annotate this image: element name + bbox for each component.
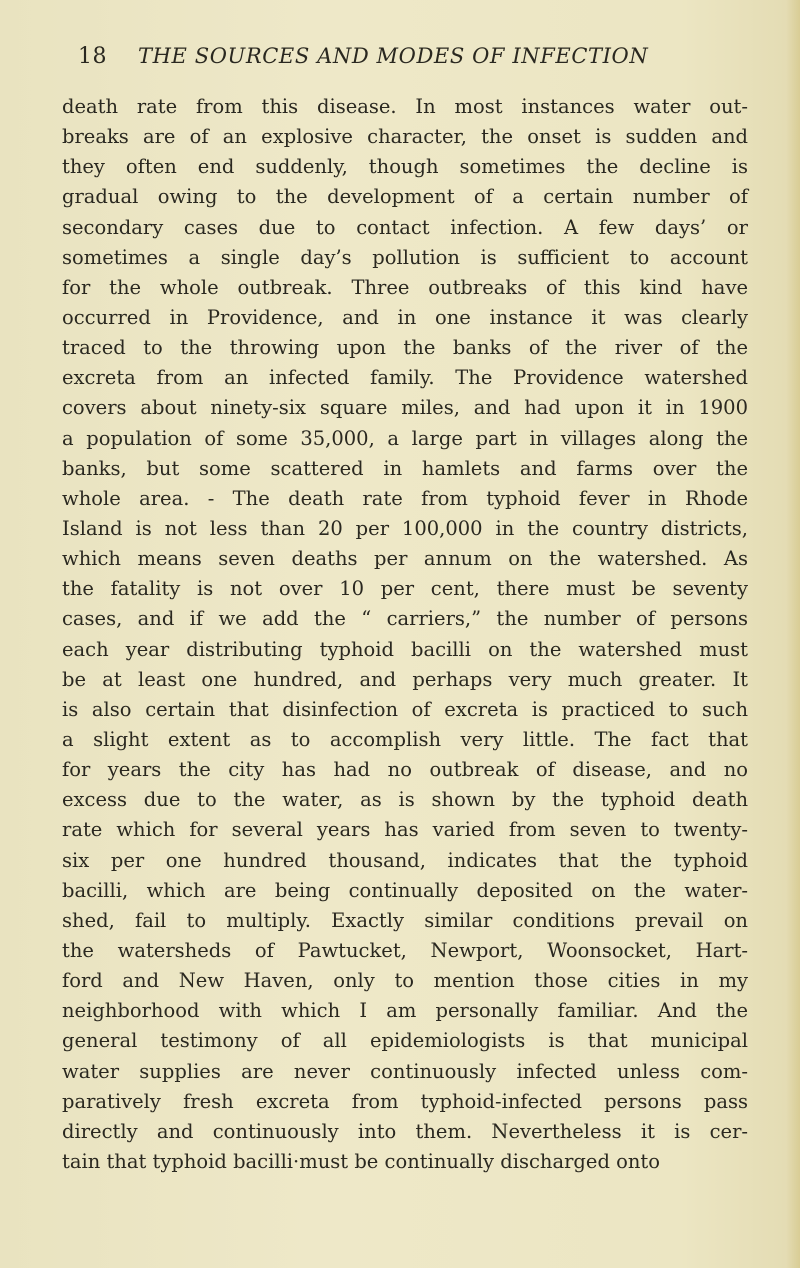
text-line: death rate from this disease. In most instances water out- — [62, 95, 748, 118]
text-line: neighborhood with which I am personally familiar. And the — [62, 999, 748, 1023]
text-line: Island is not less than 20 per 100,000 in the country districts, — [62, 516, 748, 540]
text-line: excreta from an infected family. The Providence watershed — [62, 366, 748, 390]
text-line: the watersheds of Pawtucket, Newport, Woonsocket, Hart- — [62, 938, 748, 962]
text-line: they often end suddenly, though sometimes the decline is — [62, 155, 748, 179]
text-line: ford and New Haven, only to mention those cities in my — [62, 969, 748, 993]
text-line: for years the city has had no outbreak of disease, and no — [62, 758, 748, 782]
text-line: paratively fresh excreta from typhoid-infected persons pass — [62, 1089, 748, 1113]
page-edge-shadow — [786, 0, 800, 1268]
text-line: shed, fail to multiply. Exactly similar conditions prevail on — [62, 908, 748, 932]
text-line: bacilli, which are being continually deposited on the water- — [62, 878, 748, 902]
text-line: is also certain that disinfection of excreta is practiced to such — [62, 697, 748, 721]
text-line: a population of some 35,000, a large part in villages along the — [62, 426, 748, 450]
page-header — [78, 44, 738, 76]
text-line: gradual owing to the development of a certain number of — [62, 185, 748, 209]
text-line: secondary cases due to contact infection. A few days’ or — [62, 215, 748, 239]
text-line: excess due to the water, as is shown by the typhoid death — [62, 788, 748, 812]
page-number: 18 — [78, 44, 107, 69]
text-line: rate which for several years has varied from seven to twenty- — [62, 818, 748, 842]
text-line: each year distributing typhoid bacilli on the watershed must — [62, 637, 748, 661]
text-line: covers about ninety-six square miles, and had upon it in 1900 — [62, 396, 748, 420]
text-line: traced to the throwing upon the banks of the river of the — [62, 336, 748, 360]
text-line: general testimony of all epidemiologists is that municipal — [62, 1029, 748, 1053]
text-line: which means seven deaths per annum on the watershed. As — [62, 547, 748, 571]
text-line: whole area. - The death rate from typhoid fever in Rhode — [62, 486, 748, 510]
text-line: directly and continuously into them. Nevertheless it is cer- — [62, 1119, 748, 1143]
text-line: cases, and if we add the “ carriers,” the number of persons — [62, 607, 748, 631]
text-line: a slight extent as to accomplish very little. The fact that — [62, 727, 748, 751]
text-line: occurred in Providence, and in one instance it was clearly — [62, 305, 748, 329]
text-line: tain that typhoid bacilli·must be continually discharged onto — [62, 1149, 661, 1173]
text-line: breaks are of an explosive character, the onset is sudden and — [62, 125, 748, 149]
text-line: for the whole outbreak. Three outbreaks of this kind have — [62, 275, 748, 299]
text-line: be at least one hundred, and perhaps very much greater. It — [62, 667, 748, 691]
text-line: water supplies are never continuously infected unless com- — [62, 1059, 748, 1083]
running-title: THE SOURCES AND MODES OF INFECTION — [138, 44, 649, 68]
text-line: six per one hundred thousand, indicates that the typhoid — [62, 848, 748, 872]
body-paragraph — [62, 92, 748, 1177]
text-line: sometimes a single day’s pollution is sufficient to account — [62, 245, 748, 269]
text-line: banks, but some scattered in hamlets and farms over the — [62, 456, 748, 480]
text-line: the fatality is not over 10 per cent, there must be seventy — [62, 577, 748, 601]
